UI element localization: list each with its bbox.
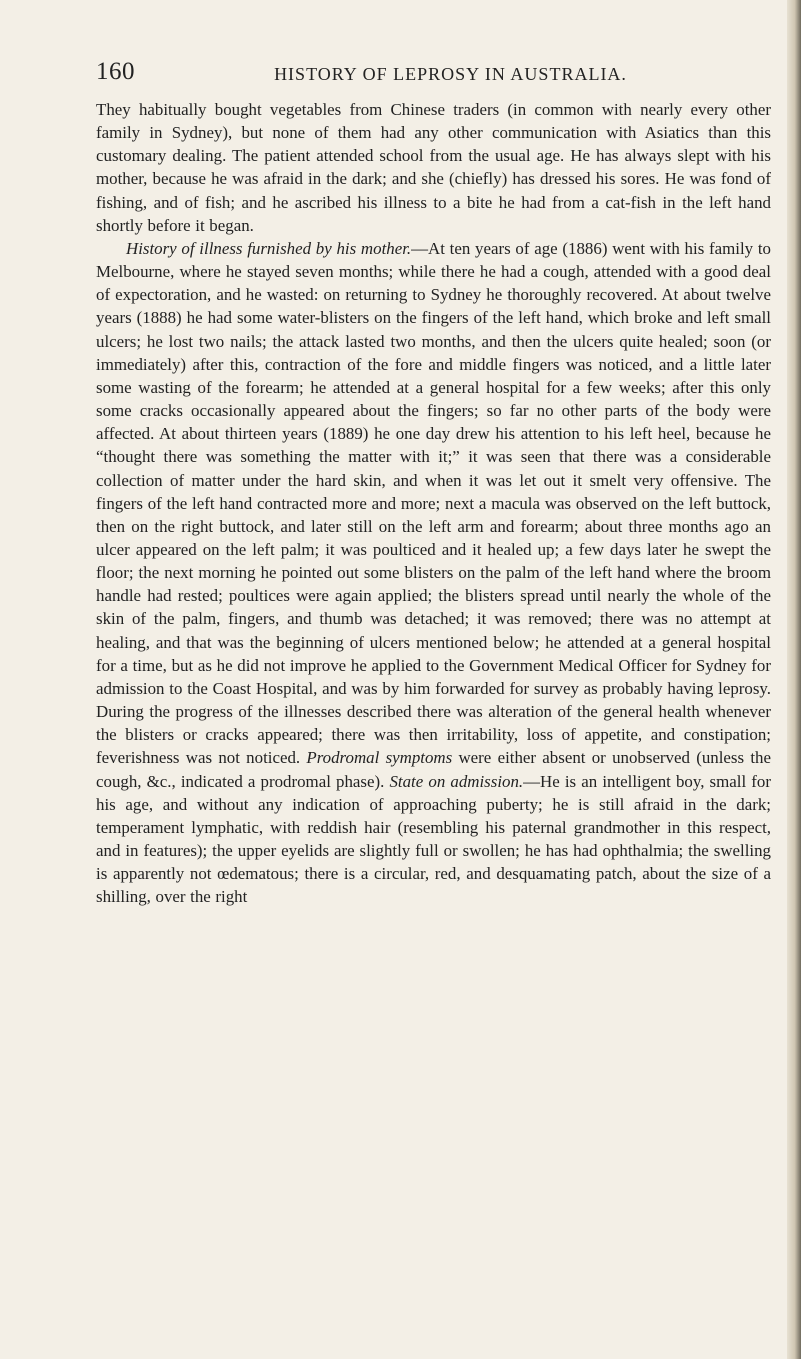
page-header (96, 58, 773, 90)
text-run: —He is an intelligent boy, small for his age, and without any indication of approaching puberty; he is still afraid in the dark; temperament lymphatic, with reddish hair (resembling his paternal grandmother in this respect, and in features); the upper eyelids are slightly full or swollen; he has had ophthalmia; the swelling is apparently not œdematous; there is a circular, red, and desquamating patch, about the size of a shilling, over the right (96, 771, 771, 907)
text-run: —At ten years of age (1886) went with his family to Melbourne, where he stayed seven months; while there he had a cough, attended with a good deal of expectoration, and he wasted: on returning to Sydney he thoroughly recovered. At about twelve years (1888) he had some water-blisters on the fingers of the left hand, which broke and left small ulcers; he lost two nails; the attack lasted two months, and then the ulcers quite healed; soon (or immediately) after this, contraction of the fore and middle fingers was noticed, and a little later some wasting of the forearm; he attended at a general hospital for a few weeks; after this only some cracks occasionally appeared about the fingers; so far no other parts of the body were affected. At about thirteen years (1889) he one day drew his attention to his left heel, because he “thought there was something the matter with it;” it was seen that there was a considerable collection of matter under the hard skin, and when it was let out it smelt very offensive. The fingers of the left hand contracted more and more; next a macula was observed on the left buttock, then on the right buttock, and later still on the left arm and forearm; about three months ago an ulcer appeared on the left palm; it was poulticed and it healed up; a few days later he swept the floor; the next morning he pointed out some blisters on the palm of the left hand where the broom handle had rested; poultices were again applied; the blisters spread until nearly the whole of the skin of the palm, fingers, and thumb was detached; it was removed; there was no attempt at healing, and that was the beginning of ulcers mentioned below; he attended at a general hospital for a time, but as he did not improve he applied to the Government Medical Officer for Sydney for admission to the Coast Hospital, and was by him forwarded for survey as probably having leprosy. During the progress of the illnesses described there was alteration of the general health whenever the blisters or cracks appeared; there was then irritability, loss of appetite, and constipation; feverishness was not noticed. (96, 238, 771, 768)
italic-heading-prodromal: Prodromal symptoms (306, 748, 453, 768)
italic-heading-state: State on admission. (389, 771, 524, 791)
body-text (96, 98, 771, 908)
text-run: They habitually bought vegetables from Chinese traders (in common with nearly every other family in Sydney), but none of them had any other communication with Asiatics than this customary dealing. The patient attended school from the usual age. He has always slept with his mother, because he was afraid in the dark; and she (chiefly) has dressed his sores. He was fond of fishing, and of fish; and he ascribed his illness to a bite he had from a cat-fish in the left hand shortly before it began. (96, 100, 771, 235)
paragraph-1 (96, 237, 771, 909)
paragraph-0 (96, 98, 771, 237)
page-number: 160 (96, 58, 135, 85)
page-edge-shadow (787, 0, 801, 1359)
italic-heading-history: History of illness furnished by his mother. (126, 238, 412, 258)
running-head: HISTORY OF LEPROSY IN AUSTRALIA. (274, 64, 627, 84)
text-run: were either absent or unobserved (unless the cough, &c., indicated a prodromal phase). (96, 748, 771, 791)
